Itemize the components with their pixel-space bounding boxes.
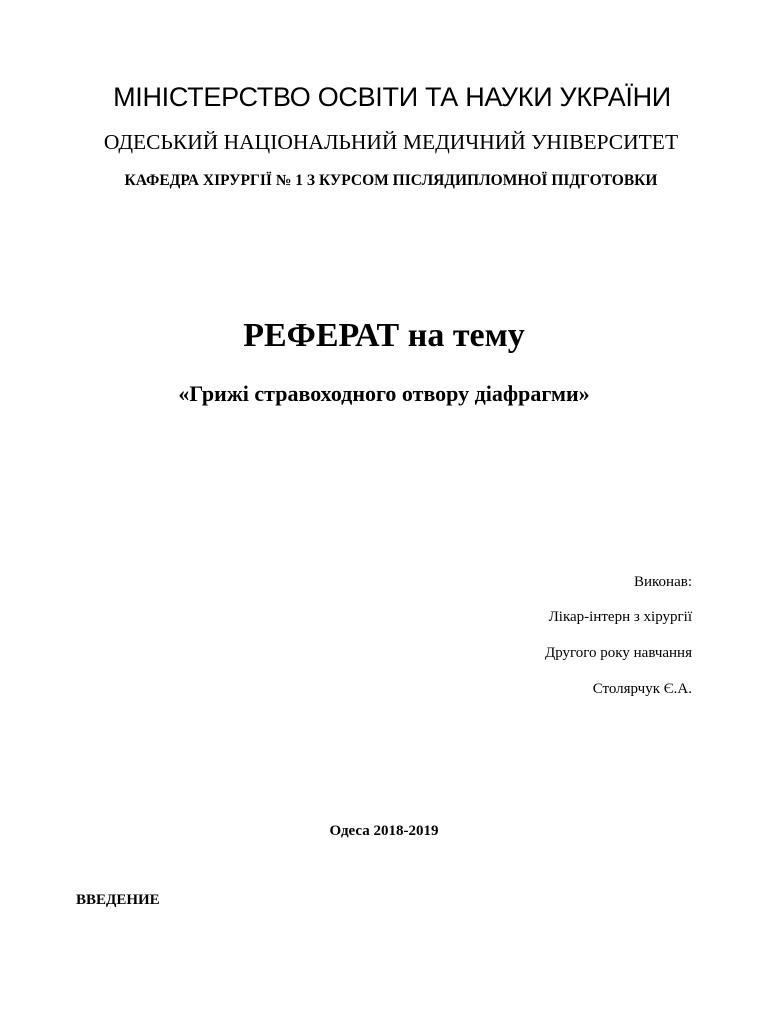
- ministry-heading: МІНІСТЕРСТВО ОСВІТИ ТА НАУКИ УКРАЇНИ: [113, 82, 671, 112]
- department-heading: КАФЕДРА ХІРУРГІЇ № 1 З КУРСОМ ПІСЛЯДИПЛОМНОЇ ПІДГОТОВКИ: [124, 172, 658, 189]
- author-name: Столярчук Є.А.: [592, 681, 692, 697]
- author-position: Лікар-інтерн з хірургії: [548, 609, 692, 625]
- document-title: РЕФЕРАТ на тему: [243, 317, 525, 354]
- city-year: Одеса 2018-2019: [329, 823, 439, 839]
- author-year: Другого року навчання: [544, 645, 692, 661]
- document-topic: «Грижі стравоходного отвору діафрагми»: [178, 381, 590, 406]
- section-heading-introduction: ВВЕДЕНИЕ: [76, 892, 160, 908]
- university-heading: ОДЕСЬКИЙ НАЦІОНАЛЬНИЙ МЕДИЧНИЙ УНІВЕРСИТЕТ: [103, 130, 679, 154]
- author-label: Виконав:: [634, 574, 692, 590]
